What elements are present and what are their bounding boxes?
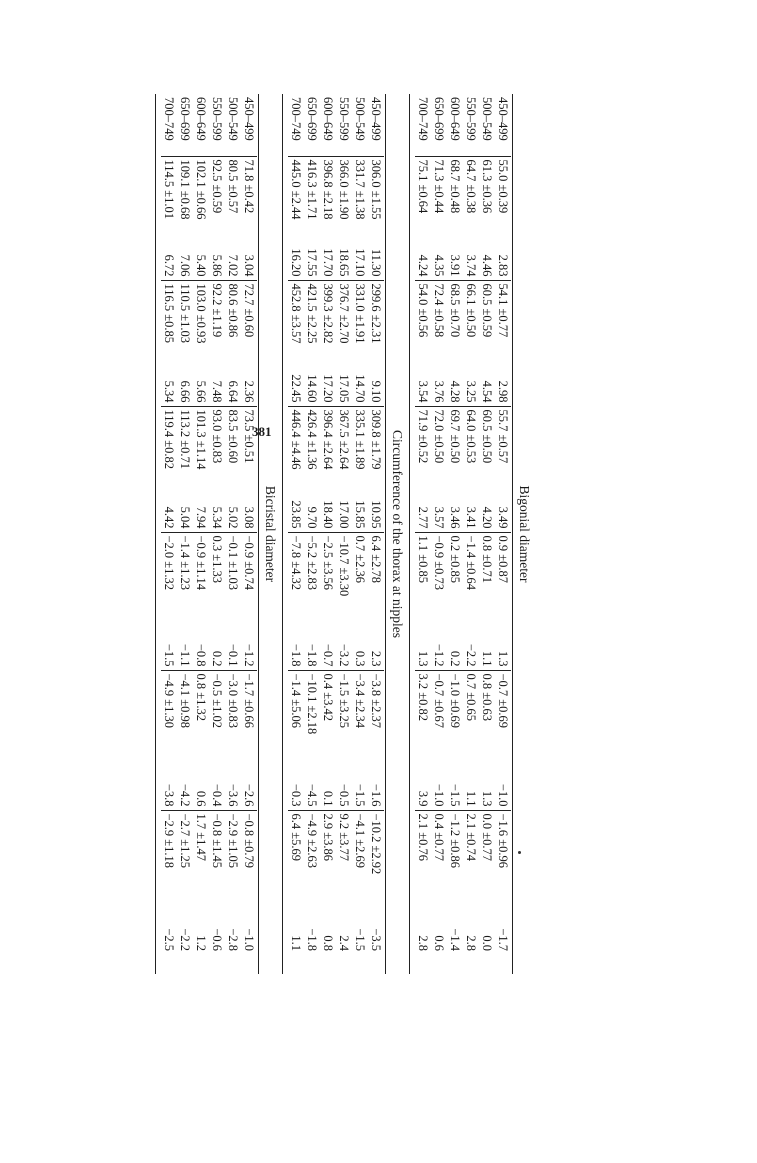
- cell-t1: 2.3: [369, 650, 383, 667]
- cell-t1: −1.2: [242, 643, 256, 667]
- table-row: [193, 94, 209, 954]
- cell-s2: 14.70: [353, 374, 367, 403]
- cell-t3: 0.0: [480, 935, 494, 951]
- cell-m3: 426.4 ±1.36: [304, 406, 320, 494]
- cell-t1: −1.8: [305, 643, 319, 667]
- cell-d3: −4.9 ±2.63: [304, 810, 320, 916]
- cell-d3: −0.8 ±1.45: [209, 810, 225, 916]
- cell-s2: 17.05: [337, 374, 351, 403]
- cell-t1: −1.8: [289, 643, 303, 667]
- cell-s2: 6.64: [226, 380, 240, 403]
- cell-d2: −1.7 ±0.66: [241, 670, 257, 770]
- cell-m1: 366.0 ±1.90: [336, 156, 352, 242]
- cell-s3: 15.85: [353, 500, 367, 529]
- cell-s3: 9.70: [305, 506, 319, 529]
- cell-d3: −10.2 ±2.92: [368, 810, 384, 916]
- table-row: [336, 94, 352, 954]
- cell-d3: −4.1 ±2.69: [352, 810, 368, 916]
- cell-s3: 10.95: [369, 500, 383, 529]
- cell-s1: 18.65: [337, 248, 351, 277]
- cell-t1: 1.3: [496, 650, 510, 667]
- cell-m2: 80.6 ±0.86: [225, 280, 241, 368]
- cell-s3: 23.85: [289, 500, 303, 529]
- cell-range: 450–499: [242, 97, 256, 141]
- cell-t3: 1.1: [289, 935, 303, 951]
- cell-d1: −1.4 ±0.64: [463, 532, 479, 630]
- cell-m1: 445.0 ±2.44: [288, 156, 304, 242]
- cell-d3: −1.6 ±0.96: [495, 810, 511, 916]
- cell-m3: 101.3 ±1.14: [193, 406, 209, 494]
- cell-d2: −4.1 ±0.98: [177, 670, 193, 770]
- cell-m1: 71.8 ±0.42: [241, 156, 257, 242]
- cell-s1: 3.74: [464, 254, 478, 277]
- cell-d1: −5.2 ±2.83: [304, 532, 320, 630]
- cell-d1: 0.7 ±2.36: [352, 532, 368, 630]
- cell-t1: −0.8: [194, 643, 208, 667]
- cell-t1: 0.2: [210, 650, 224, 667]
- cell-d2: 0.4 ±3.42: [320, 670, 336, 770]
- cell-d2: −3.0 ±0.83: [225, 670, 241, 770]
- cell-s1: 7.06: [178, 254, 192, 277]
- cell-t1: 0.3: [353, 650, 367, 667]
- cell-d2: −1.0 ±0.69: [447, 670, 463, 770]
- cell-s1: 3.04: [242, 254, 256, 277]
- cell-s3: 5.04: [178, 506, 192, 529]
- table-row: [479, 94, 495, 954]
- cell-range: 650–699: [305, 97, 319, 141]
- cell-m1: 114.5 ±1.01: [161, 156, 177, 242]
- cell-range: 600–649: [194, 97, 208, 141]
- cell-range: 550–599: [464, 97, 478, 141]
- cell-d2: 0.8 ±1.32: [193, 670, 209, 770]
- cell-m3: 73.5 ±0.51: [241, 406, 257, 494]
- cell-t1: −0.1: [226, 643, 240, 667]
- cell-s1: 17.55: [305, 248, 319, 277]
- cell-t1: 1.1: [480, 650, 494, 667]
- cell-d3: −0.8 ±0.79: [241, 810, 257, 916]
- cell-t1: −1.1: [178, 643, 192, 667]
- cell-t1: −0.7: [321, 643, 335, 667]
- cell-t3: −1.4: [448, 928, 462, 951]
- table-row: [177, 94, 193, 954]
- cell-t3: 0.8: [321, 935, 335, 951]
- cell-t2: 0.6: [194, 790, 208, 807]
- cell-m3: 119.4 ±0.82: [161, 406, 177, 494]
- cell-m1: 75.1 ±0.64: [415, 156, 431, 242]
- cell-s2: 6.66: [178, 380, 192, 403]
- cell-m3: 113.2 ±0.71: [177, 406, 193, 494]
- page-number: 381: [252, 424, 272, 439]
- cell-m2: 66.1 ±0.50: [463, 280, 479, 368]
- cell-d3: 6.4 ±5.69: [288, 810, 304, 916]
- cell-m2: 399.3 ±2.82: [320, 280, 336, 368]
- cell-t2: −3.8: [162, 783, 176, 807]
- cell-m3: 55.7 ±0.57: [495, 406, 511, 494]
- cell-m3: 93.0 ±0.83: [209, 406, 225, 494]
- cell-d1: 6.4 ±2.78: [368, 532, 384, 630]
- table-row: [241, 94, 257, 954]
- cell-m1: 306.0 ±1.55: [368, 156, 384, 242]
- cell-range: 600–649: [448, 97, 462, 141]
- cell-t2: −1.6: [369, 783, 383, 807]
- cell-s2: 3.25: [464, 380, 478, 403]
- cell-s3: 4.20: [480, 506, 494, 529]
- cell-m3: 64.0 ±0.53: [463, 406, 479, 494]
- cell-s2: 5.66: [194, 380, 208, 403]
- cell-m3: 71.9 ±0.52: [415, 406, 431, 494]
- table-body: [288, 94, 384, 954]
- cell-d1: −2.0 ±1.32: [161, 532, 177, 630]
- table-row: [463, 94, 479, 954]
- table-row: [447, 94, 463, 954]
- cell-d3: −2.9 ±1.18: [161, 810, 177, 916]
- cell-t1: −2.2: [464, 643, 478, 667]
- cell-t3: 2.4: [337, 935, 351, 951]
- cell-d3: 2.9 ±3.86: [320, 810, 336, 916]
- cell-m2: 60.5 ±0.59: [479, 280, 495, 368]
- cell-d2: −4.9 ±1.30: [161, 670, 177, 770]
- cell-d2: −0.7 ±0.67: [431, 670, 447, 770]
- cell-s1: 7.02: [226, 254, 240, 277]
- cell-range: 500–549: [226, 97, 240, 141]
- cell-d1: 0.8 ±0.71: [479, 532, 495, 630]
- cell-t2: −4.5: [305, 783, 319, 807]
- cell-t2: −0.4: [210, 783, 224, 807]
- cell-s2: 2.36: [242, 380, 256, 403]
- cell-s2: 4.54: [480, 380, 494, 403]
- table-row: [288, 94, 304, 954]
- cell-m2: 72.4 ±0.58: [431, 280, 447, 368]
- cell-d3: −2.7 ±1.25: [177, 810, 193, 916]
- cell-s2: 14.60: [305, 374, 319, 403]
- cell-s3: 3.41: [464, 506, 478, 529]
- cell-t2: −1.5: [353, 783, 367, 807]
- cell-m1: 61.3 ±0.36: [479, 156, 495, 242]
- cell-m3: 309.8 ±1.79: [368, 406, 384, 494]
- section-rule-bottom: [409, 94, 410, 974]
- table-row: [209, 94, 225, 954]
- cell-m3: 335.1 ±1.89: [352, 406, 368, 494]
- cell-range: 450–499: [496, 97, 510, 141]
- cell-m2: 92.2 ±1.19: [209, 280, 225, 368]
- cell-d3: 2.1 ±0.76: [415, 810, 431, 916]
- cell-s1: 4.35: [432, 254, 446, 277]
- cell-d1: −0.1 ±1.03: [225, 532, 241, 630]
- cell-m2: 331.0 ±1.91: [352, 280, 368, 368]
- cell-range: 450–499: [369, 97, 383, 141]
- cell-s1: 3.91: [448, 254, 462, 277]
- cell-t2: 1.1: [464, 790, 478, 807]
- table-body: [161, 94, 257, 954]
- cell-d3: −2.9 ±1.05: [225, 810, 241, 916]
- cell-t3: −2.2: [178, 928, 192, 951]
- cell-t3: 0.6: [432, 935, 446, 951]
- section-title-bigonial: Bigonial diameter: [517, 485, 532, 583]
- cell-t2: 3.9: [416, 790, 430, 807]
- table-bigonial-diameter: [415, 94, 511, 954]
- cell-s3: 4.42: [162, 506, 176, 529]
- cell-range: 500–549: [480, 97, 494, 141]
- cell-m2: 376.7 ±2.70: [336, 280, 352, 368]
- cell-s1: 4.24: [416, 254, 430, 277]
- cell-t3: −1.7: [496, 928, 510, 951]
- cell-t3: 2.8: [416, 935, 430, 951]
- table-row: [431, 94, 447, 954]
- cell-range: 650–699: [432, 97, 446, 141]
- cell-m1: 68.7 ±0.48: [447, 156, 463, 242]
- section-rule-bottom: [282, 94, 283, 974]
- cell-t3: −1.8: [305, 928, 319, 951]
- section-rule-top: [258, 94, 259, 974]
- cell-s1: 5.40: [194, 254, 208, 277]
- cell-s1: 5.86: [210, 254, 224, 277]
- cell-t1: 0.2: [448, 650, 462, 667]
- cell-s1: 6.72: [162, 254, 176, 277]
- cell-s3: 17.00: [337, 500, 351, 529]
- cell-t3: −3.5: [369, 928, 383, 951]
- cell-d2: −0.5 ±1.02: [209, 670, 225, 770]
- cell-s2: 17.20: [321, 374, 335, 403]
- rotated-table-page: [140, 94, 532, 974]
- cell-d2: 0.7 ±0.65: [463, 670, 479, 770]
- cell-t3: −2.8: [226, 928, 240, 951]
- cell-d2: −3.8 ±2.37: [368, 670, 384, 770]
- cell-d2: 0.8 ±0.63: [479, 670, 495, 770]
- table-row: [495, 94, 511, 954]
- table-row: [225, 94, 241, 954]
- cell-t2: 0.1: [321, 790, 335, 807]
- cell-s2: 3.54: [416, 380, 430, 403]
- cell-d3: 1.7 ±1.47: [193, 810, 209, 916]
- cell-s2: 5.34: [162, 380, 176, 403]
- table-row: [352, 94, 368, 954]
- cell-s2: 2.98: [496, 380, 510, 403]
- cell-m1: 396.8 ±2.18: [320, 156, 336, 242]
- cell-d3: 9.2 ±3.77: [336, 810, 352, 916]
- section-rule-top: [385, 94, 386, 974]
- cell-s3: 3.08: [242, 506, 256, 529]
- cell-t3: −0.6: [210, 928, 224, 951]
- cell-t2: −2.6: [242, 783, 256, 807]
- cell-t2: −0.3: [289, 783, 303, 807]
- cell-d1: −10.7 ±3.30: [336, 532, 352, 630]
- cell-t2: −1.0: [496, 783, 510, 807]
- cell-d3: −1.2 ±0.86: [447, 810, 463, 916]
- cell-t2: 1.3: [480, 790, 494, 807]
- cell-s2: 7.48: [210, 380, 224, 403]
- cell-d2: −1.5 ±3.25: [336, 670, 352, 770]
- cell-s3: 3.49: [496, 506, 510, 529]
- cell-s3: 3.46: [448, 506, 462, 529]
- cell-m3: 60.5 ±0.50: [479, 406, 495, 494]
- cell-m2: 72.7 ±0.60: [241, 280, 257, 368]
- cell-m1: 71.3 ±0.44: [431, 156, 447, 242]
- cell-s2: 9.10: [369, 380, 383, 403]
- table-row: [368, 94, 384, 954]
- cell-s2: 22.45: [289, 374, 303, 403]
- cell-t3: −2.5: [162, 928, 176, 951]
- section-rule-top: [512, 94, 513, 974]
- cell-m1: 80.5 ±0.57: [225, 156, 241, 242]
- cell-t3: 2.8: [464, 935, 478, 951]
- cell-m2: 421.5 ±2.25: [304, 280, 320, 368]
- cell-s3: 2.77: [416, 506, 430, 529]
- cell-d1: −7.8 ±4.32: [288, 532, 304, 630]
- cell-t3: −1.5: [353, 928, 367, 951]
- cell-d2: −0.7 ±0.69: [495, 670, 511, 770]
- cell-m1: 416.3 ±1.71: [304, 156, 320, 242]
- cell-d1: −0.9 ±1.14: [193, 532, 209, 630]
- section-rule-bottom: [155, 94, 156, 974]
- table-row: [415, 94, 431, 954]
- cell-d2: −1.4 ±5.06: [288, 670, 304, 770]
- cell-m1: 331.7 ±1.38: [352, 156, 368, 242]
- cell-s1: 4.46: [480, 254, 494, 277]
- cell-m3: 69.7 ±0.50: [447, 406, 463, 494]
- cell-range: 700–749: [289, 97, 303, 141]
- cell-m2: 299.6 ±2.31: [368, 280, 384, 368]
- cell-m1: 109.1 ±0.68: [177, 156, 193, 242]
- table-row: [161, 94, 177, 954]
- cell-d2: 3.2 ±0.82: [415, 670, 431, 770]
- stray-ink-dot: [518, 851, 521, 854]
- cell-t1: −3.2: [337, 643, 351, 667]
- cell-d1: 1.1 ±0.85: [415, 532, 431, 630]
- cell-d2: −3.4 ±2.34: [352, 670, 368, 770]
- cell-range: 700–749: [416, 97, 430, 141]
- cell-m1: 102.1 ±0.66: [193, 156, 209, 242]
- cell-s3: 5.34: [210, 506, 224, 529]
- cell-range: 550–599: [210, 97, 224, 141]
- cell-d3: 2.1 ±0.74: [463, 810, 479, 916]
- cell-t1: 1.3: [416, 650, 430, 667]
- cell-m3: 446.4 ±4.46: [288, 406, 304, 494]
- cell-d1: −2.5 ±3.56: [320, 532, 336, 630]
- cell-m2: 116.5 ±0.85: [161, 280, 177, 368]
- table-row: [320, 94, 336, 954]
- cell-m3: 72.0 ±0.50: [431, 406, 447, 494]
- cell-m2: 68.5 ±0.70: [447, 280, 463, 368]
- cell-m1: 55.0 ±0.39: [495, 156, 511, 242]
- cell-s1: 17.10: [353, 248, 367, 277]
- cell-m3: 367.5 ±2.64: [336, 406, 352, 494]
- cell-range: 650–699: [178, 97, 192, 141]
- cell-t2: −1.0: [432, 783, 446, 807]
- cell-range: 700–749: [162, 97, 176, 141]
- cell-t2: −0.5: [337, 783, 351, 807]
- table-body: [415, 94, 511, 954]
- cell-m2: 110.5 ±1.03: [177, 280, 193, 368]
- section-title-thorax: Circumference of the thorax at nipples: [390, 429, 405, 639]
- cell-m2: 54.0 ±0.56: [415, 280, 431, 368]
- cell-t2: −4.2: [178, 783, 192, 807]
- cell-t3: −1.0: [242, 928, 256, 951]
- table-row: [304, 94, 320, 954]
- cell-s1: 17.70: [321, 248, 335, 277]
- cell-s2: 4.28: [448, 380, 462, 403]
- cell-d1: 0.2 ±0.85: [447, 532, 463, 630]
- cell-t1: −1.2: [432, 643, 446, 667]
- cell-d2: −10.1 ±2.18: [304, 670, 320, 770]
- cell-m3: 396.4 ±2.64: [320, 406, 336, 494]
- cell-s1: 11.30: [369, 248, 383, 277]
- cell-d3: 0.0 ±0.77: [479, 810, 495, 916]
- cell-m2: 452.8 ±3.57: [288, 280, 304, 368]
- cell-s3: 18.40: [321, 500, 335, 529]
- cell-range: 500–549: [353, 97, 367, 141]
- cell-m2: 103.0 ±0.93: [193, 280, 209, 368]
- cell-s3: 3.57: [432, 506, 446, 529]
- cell-m2: 54.1 ±0.77: [495, 280, 511, 368]
- cell-d1: 0.9 ±0.87: [495, 532, 511, 630]
- cell-s2: 3.76: [432, 380, 446, 403]
- table-thorax-circumference: [288, 94, 384, 954]
- cell-s3: 5.02: [226, 506, 240, 529]
- cell-t2: −1.5: [448, 783, 462, 807]
- cell-s1: 16.20: [289, 248, 303, 277]
- cell-d3: 0.4 ±0.77: [431, 810, 447, 916]
- cell-m1: 92.5 ±0.59: [209, 156, 225, 242]
- cell-t1: −1.5: [162, 643, 176, 667]
- cell-t3: 1.2: [194, 935, 208, 951]
- table-bicristal-diameter: [161, 94, 257, 954]
- cell-m3: 83.5 ±0.60: [225, 406, 241, 494]
- cell-d1: −0.9 ±0.74: [241, 532, 257, 630]
- cell-d1: 0.3 ±1.33: [209, 532, 225, 630]
- cell-range: 550–599: [337, 97, 351, 141]
- section-title-bicristal: Bicristal diameter: [263, 485, 278, 583]
- cell-s3: 7.94: [194, 506, 208, 529]
- cell-m1: 64.7 ±0.38: [463, 156, 479, 242]
- cell-d1: −1.4 ±1.23: [177, 532, 193, 630]
- cell-s1: 2.83: [496, 254, 510, 277]
- cell-t2: −3.6: [226, 783, 240, 807]
- cell-d1: −0.9 ±0.73: [431, 532, 447, 630]
- cell-range: 600–649: [321, 97, 335, 141]
